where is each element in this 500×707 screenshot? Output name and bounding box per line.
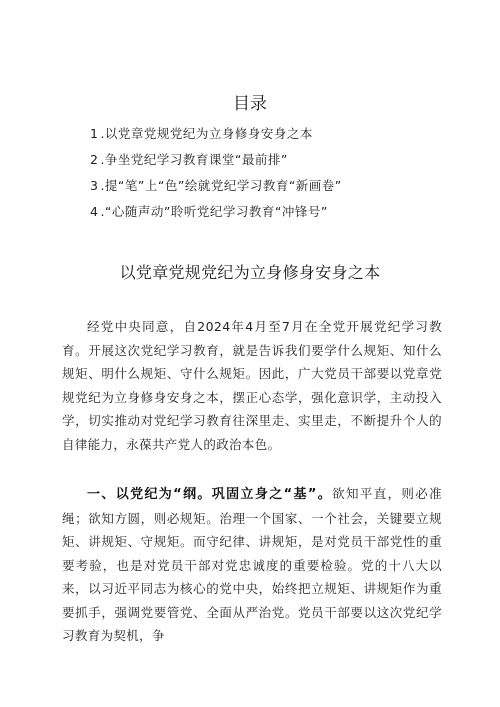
- toc-item-text: .争坐党纪学习教育课堂“最前排”: [100, 152, 288, 167]
- toc-list: [90, 124, 470, 228]
- toc-item[interactable]: [90, 124, 470, 150]
- toc-item-text: .“心随声动”聆听党纪学习教育“冲锋号”: [100, 204, 328, 219]
- toc-item[interactable]: [90, 176, 470, 202]
- toc-item-number: 1: [90, 126, 99, 141]
- toc-item-number: 2: [90, 152, 99, 167]
- paragraph-body: 欲知平直，则必准绳；欲知方圆，则必规矩。治理一个国家、一个社会，关键要立规矩、讲规矩、守规矩。而守纪律、讲规矩，是对党员干部党性的重要考验，也是对党员干部对党忠诚度的重要检验。党的十八大以来，以习近平同志为核心的党中央，始终把立规矩、讲规矩作为重要抓手，强调党要管党、全面从严治党。党员干部要以这次党纪学习教育为契机，争: [62, 486, 442, 643]
- body-paragraph: 经党中央同意，自2024年4月至7月在全党开展党纪学习教育。开展这次党纪学习教育，就是告诉我们要学什么规矩、知什么规矩、明什么规矩、守什么规矩。因此，广大党员干部要以党章党规党纪为立身修身安身之本，摆正心态学，强化意识学，主动投入学，切实推动对党纪学习教育往深里走、实里走，不断提升个人的自律能力，永葆共产党人的政治本色。: [62, 319, 442, 452]
- toc-item-text: .提“笔”上“色”绘就党纪学习教育“新画卷”: [100, 178, 342, 193]
- paragraph-heading: 一、以党纪为“纲。巩固立身之“基”。: [87, 487, 333, 502]
- toc-title: 目录: [233, 94, 267, 114]
- toc-item-number: 4: [90, 204, 99, 219]
- toc-item[interactable]: [90, 150, 470, 176]
- toc-item[interactable]: [90, 202, 470, 228]
- section-title: 以党章党规党纪为立身修身安身之本: [119, 263, 381, 282]
- body-paragraph: [62, 482, 442, 648]
- toc-item-number: 3: [90, 178, 99, 193]
- toc-item-text: .以党章党规党纪为立身修身安身之本: [100, 126, 313, 141]
